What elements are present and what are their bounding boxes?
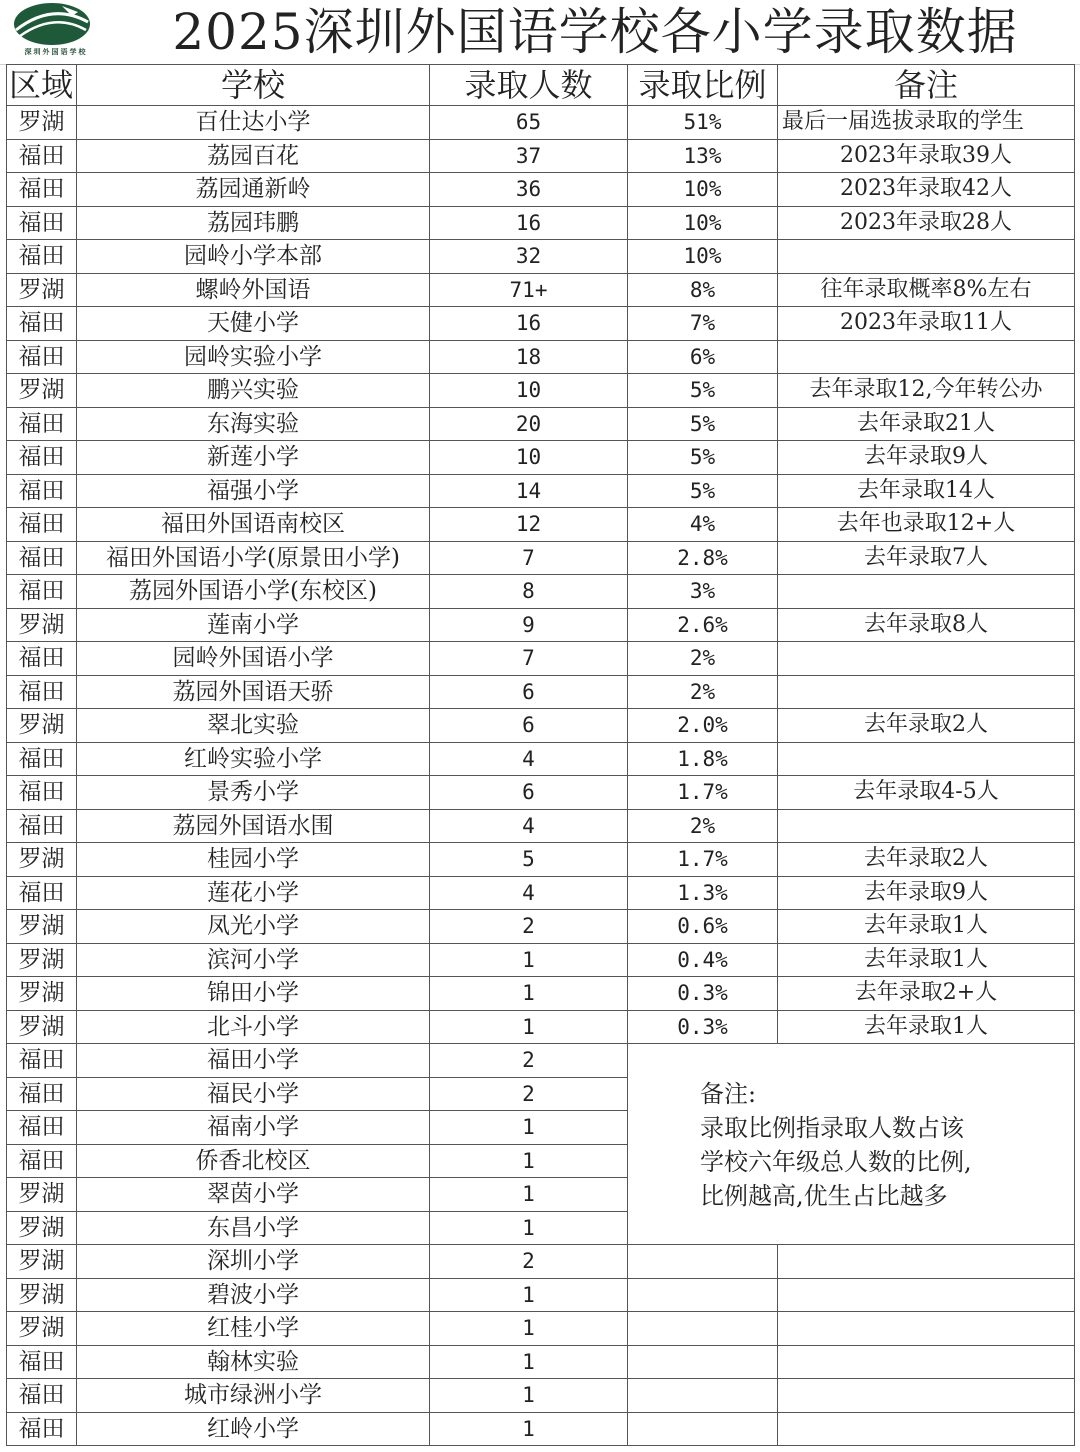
table-row [7, 642, 1075, 676]
cell-blank [628, 1044, 1075, 1078]
cell-ratio: 51% [628, 106, 778, 140]
cell-school: 福田小学 [77, 1044, 430, 1078]
cell-count: 36 [430, 173, 628, 207]
cell-school: 锦田小学 [77, 977, 430, 1011]
cell-school: 红岭实验小学 [77, 742, 430, 776]
cell-blank [778, 1345, 1075, 1379]
cell-note: 去年录取1人 [778, 910, 1075, 944]
cell-district: 罗湖 [7, 977, 77, 1011]
cell-district: 福田 [7, 1111, 77, 1145]
cell-ratio: 5% [628, 441, 778, 475]
footnote-line: 学校六年级总人数的比例, [700, 1148, 972, 1176]
cell-count: 12 [430, 508, 628, 542]
cell-district: 福田 [7, 776, 77, 810]
cell-note [778, 809, 1075, 843]
cell-district: 罗湖 [7, 1245, 77, 1279]
cell-district: 福田 [7, 1144, 77, 1178]
cell-note [778, 675, 1075, 709]
cell-district: 罗湖 [7, 374, 77, 408]
cell-note: 去年也录取12+人 [778, 508, 1075, 542]
cell-district: 罗湖 [7, 1010, 77, 1044]
cell-count: 4 [430, 809, 628, 843]
cell-count: 4 [430, 876, 628, 910]
cell-ratio: 10% [628, 240, 778, 274]
cell-school: 深圳小学 [77, 1245, 430, 1279]
cell-district: 罗湖 [7, 910, 77, 944]
cell-count: 18 [430, 340, 628, 374]
cell-count: 37 [430, 139, 628, 173]
cell-district: 福田 [7, 407, 77, 441]
cell-district: 福田 [7, 173, 77, 207]
cell-count: 2 [430, 1044, 628, 1078]
table-row [7, 474, 1075, 508]
cell-district: 罗湖 [7, 709, 77, 743]
table-row [7, 575, 1075, 609]
cell-school: 园岭小学本部 [77, 240, 430, 274]
table-row [7, 776, 1075, 810]
cell-note [778, 642, 1075, 676]
cell-ratio: 5% [628, 407, 778, 441]
table-row [7, 1345, 1075, 1379]
cell-school: 东海实验 [77, 407, 430, 441]
cell-note: 去年录取2+人 [778, 977, 1075, 1011]
cell-ratio: 4% [628, 508, 778, 542]
cell-district: 福田 [7, 876, 77, 910]
cell-blank [628, 1245, 778, 1279]
cell-count: 14 [430, 474, 628, 508]
cell-ratio: 2.6% [628, 608, 778, 642]
cell-ratio: 2% [628, 675, 778, 709]
cell-count: 16 [430, 206, 628, 240]
cell-ratio: 13% [628, 139, 778, 173]
cell-blank [628, 1312, 778, 1346]
cell-district: 福田 [7, 1345, 77, 1379]
table-row [7, 943, 1075, 977]
cell-blank [778, 1312, 1075, 1346]
cell-count: 8 [430, 575, 628, 609]
cell-count: 6 [430, 776, 628, 810]
table-row [7, 1312, 1075, 1346]
cell-count: 6 [430, 709, 628, 743]
cell-school: 莲花小学 [77, 876, 430, 910]
cell-count: 16 [430, 307, 628, 341]
cell-school: 园岭外国语小学 [77, 642, 430, 676]
cell-note: 去年录取2人 [778, 709, 1075, 743]
cell-school: 福强小学 [77, 474, 430, 508]
cell-count: 1 [430, 1178, 628, 1212]
table-header-row [7, 65, 1075, 106]
cell-count: 1 [430, 1211, 628, 1245]
cell-count: 2 [430, 910, 628, 944]
cell-count: 9 [430, 608, 628, 642]
cell-note: 去年录取8人 [778, 608, 1075, 642]
cell-school: 福南小学 [77, 1111, 430, 1145]
school-logo [8, 0, 96, 62]
column-header-note: 备注 [778, 65, 1075, 106]
table-row [7, 1245, 1075, 1279]
cell-district: 福田 [7, 307, 77, 341]
cell-district: 福田 [7, 1077, 77, 1111]
column-header-ratio: 录取比例 [628, 65, 778, 106]
cell-ratio: 5% [628, 474, 778, 508]
cell-ratio: 3% [628, 575, 778, 609]
column-header-school: 学校 [77, 65, 430, 106]
cell-note: 最后一届选拔录取的学生 [778, 106, 1075, 140]
cell-note: 去年录取12,今年转公办 [778, 374, 1075, 408]
cell-ratio: 8% [628, 273, 778, 307]
cell-school: 荔园通新岭 [77, 173, 430, 207]
cell-district: 福田 [7, 541, 77, 575]
table-row [7, 809, 1075, 843]
cell-ratio: 6% [628, 340, 778, 374]
cell-count: 6 [430, 675, 628, 709]
cell-school: 天健小学 [77, 307, 430, 341]
cell-ratio: 7% [628, 307, 778, 341]
cell-district: 罗湖 [7, 1211, 77, 1245]
table-row [7, 407, 1075, 441]
cell-note [778, 575, 1075, 609]
column-header-count: 录取人数 [430, 65, 628, 106]
cell-blank [778, 1245, 1075, 1279]
cell-ratio: 5% [628, 374, 778, 408]
cell-district: 罗湖 [7, 1178, 77, 1212]
cell-note: 去年录取7人 [778, 541, 1075, 575]
footnote-heading: 备注: [700, 1080, 757, 1108]
cell-district: 福田 [7, 809, 77, 843]
cell-district: 罗湖 [7, 106, 77, 140]
cell-ratio: 2.8% [628, 541, 778, 575]
cell-school: 景秀小学 [77, 776, 430, 810]
cell-ratio: 1.7% [628, 776, 778, 810]
cell-school: 荔园外国语小学(东校区) [77, 575, 430, 609]
cell-count: 7 [430, 541, 628, 575]
table-row [7, 876, 1075, 910]
page-title: 2025深圳外国语学校各小学录取数据 [172, 3, 1018, 61]
cell-district: 福田 [7, 1379, 77, 1413]
cell-count: 71+ [430, 273, 628, 307]
table-row [7, 173, 1075, 207]
table-row [7, 977, 1075, 1011]
cell-count: 1 [430, 1312, 628, 1346]
cell-note: 去年录取21人 [778, 407, 1075, 441]
table-row [7, 106, 1075, 140]
cell-school: 荔园玮鹏 [77, 206, 430, 240]
cell-school: 翰林实验 [77, 1345, 430, 1379]
table-row [7, 441, 1075, 475]
cell-ratio: 10% [628, 206, 778, 240]
cell-school: 北斗小学 [77, 1010, 430, 1044]
cell-note [778, 240, 1075, 274]
cell-note: 去年录取4-5人 [778, 776, 1075, 810]
cell-count: 1 [430, 1345, 628, 1379]
cell-ratio: 0.6% [628, 910, 778, 944]
cell-school: 莲南小学 [77, 608, 430, 642]
cell-blank [778, 1412, 1075, 1446]
cell-school: 新莲小学 [77, 441, 430, 475]
cell-ratio: 0.3% [628, 977, 778, 1011]
cell-count: 1 [430, 1111, 628, 1145]
cell-count: 10 [430, 441, 628, 475]
cell-count: 65 [430, 106, 628, 140]
cell-district: 福田 [7, 642, 77, 676]
cell-school: 凤光小学 [77, 910, 430, 944]
cell-ratio: 1.3% [628, 876, 778, 910]
cell-note: 2023年录取11人 [778, 307, 1075, 341]
cell-count: 2 [430, 1077, 628, 1111]
cell-blank [778, 1379, 1075, 1413]
cell-note: 去年录取9人 [778, 441, 1075, 475]
cell-note: 去年录取1人 [778, 1010, 1075, 1044]
cell-district: 福田 [7, 675, 77, 709]
table-row [7, 1010, 1075, 1044]
cell-school: 螺岭外国语 [77, 273, 430, 307]
table-row [7, 910, 1075, 944]
cell-district: 福田 [7, 206, 77, 240]
cell-district: 福田 [7, 340, 77, 374]
table-row [7, 742, 1075, 776]
cell-school: 福民小学 [77, 1077, 430, 1111]
cell-count: 10 [430, 374, 628, 408]
cell-count: 1 [430, 943, 628, 977]
cell-school: 荔园外国语天骄 [77, 675, 430, 709]
cell-district: 福田 [7, 441, 77, 475]
cell-count: 5 [430, 843, 628, 877]
table-row [7, 1379, 1075, 1413]
cell-district: 罗湖 [7, 1278, 77, 1312]
cell-blank [778, 1278, 1075, 1312]
table-row [7, 1278, 1075, 1312]
cell-district: 罗湖 [7, 608, 77, 642]
footnote-cell [628, 1077, 1075, 1245]
cell-ratio: 0.4% [628, 943, 778, 977]
table-row [7, 541, 1075, 575]
cell-note [778, 742, 1075, 776]
cell-school: 鹏兴实验 [77, 374, 430, 408]
table-row [7, 139, 1075, 173]
cell-ratio: 10% [628, 173, 778, 207]
sheet-header [0, 0, 1080, 65]
cell-district: 福田 [7, 1412, 77, 1446]
cell-count: 20 [430, 407, 628, 441]
table-row [7, 273, 1075, 307]
cell-school: 福田外国语小学(原景田小学) [77, 541, 430, 575]
cell-school: 滨河小学 [77, 943, 430, 977]
cell-school: 福田外国语南校区 [77, 508, 430, 542]
cell-note: 2023年录取42人 [778, 173, 1075, 207]
cell-count: 7 [430, 642, 628, 676]
cell-district: 福田 [7, 508, 77, 542]
cell-count: 1 [430, 977, 628, 1011]
footnote-line: 录取比例指录取人数占该 [700, 1114, 964, 1142]
table-body [7, 106, 1075, 1446]
footnote-line: 比例越高,优生占比越多 [700, 1182, 948, 1210]
table-row [7, 1412, 1075, 1446]
cell-school: 碧波小学 [77, 1278, 430, 1312]
cell-note: 2023年录取39人 [778, 139, 1075, 173]
cell-district: 罗湖 [7, 843, 77, 877]
cell-school: 翠茵小学 [77, 1178, 430, 1212]
cell-blank [628, 1379, 778, 1413]
admission-table [6, 64, 1075, 1446]
table-row [7, 1077, 1075, 1111]
cell-district: 福田 [7, 139, 77, 173]
cell-school: 东昌小学 [77, 1211, 430, 1245]
cell-ratio: 2.0% [628, 709, 778, 743]
cell-count: 1 [430, 1379, 628, 1413]
cell-district: 福田 [7, 240, 77, 274]
cell-district: 福田 [7, 1044, 77, 1078]
cell-count: 1 [430, 1144, 628, 1178]
cell-note: 2023年录取28人 [778, 206, 1075, 240]
cell-count: 1 [430, 1278, 628, 1312]
cell-district: 福田 [7, 474, 77, 508]
table-row [7, 307, 1075, 341]
cell-school: 园岭实验小学 [77, 340, 430, 374]
cell-district: 福田 [7, 575, 77, 609]
table-row [7, 508, 1075, 542]
table-row [7, 709, 1075, 743]
footnote [628, 1077, 1074, 1213]
cell-ratio: 0.3% [628, 1010, 778, 1044]
cell-note: 去年录取1人 [778, 943, 1075, 977]
cell-district: 罗湖 [7, 1312, 77, 1346]
school-logo-caption: 深圳外国语学校 [24, 47, 88, 56]
cell-note: 往年录取概率8%左右 [778, 273, 1075, 307]
cell-note: 去年录取9人 [778, 876, 1075, 910]
cell-school: 百仕达小学 [77, 106, 430, 140]
cell-district: 福田 [7, 742, 77, 776]
table-row [7, 608, 1075, 642]
table-row [7, 240, 1075, 274]
cell-school: 城市绿洲小学 [77, 1379, 430, 1413]
cell-school: 荔园百花 [77, 139, 430, 173]
table-row [7, 843, 1075, 877]
cell-school: 侨香北校区 [77, 1144, 430, 1178]
cell-school: 荔园外国语水围 [77, 809, 430, 843]
cell-note: 去年录取14人 [778, 474, 1075, 508]
cell-ratio: 2% [628, 642, 778, 676]
cell-district: 罗湖 [7, 943, 77, 977]
cell-school: 红桂小学 [77, 1312, 430, 1346]
cell-ratio: 1.7% [628, 843, 778, 877]
cell-note: 去年录取2人 [778, 843, 1075, 877]
school-emblem-icon [12, 0, 92, 46]
table-row [7, 340, 1075, 374]
cell-count: 1 [430, 1010, 628, 1044]
cell-school: 红岭小学 [77, 1412, 430, 1446]
cell-blank [628, 1278, 778, 1312]
cell-note [778, 340, 1075, 374]
table-row [7, 675, 1075, 709]
cell-blank [628, 1412, 778, 1446]
table-row [7, 206, 1075, 240]
cell-school: 翠北实验 [77, 709, 430, 743]
cell-school: 桂园小学 [77, 843, 430, 877]
cell-ratio: 1.8% [628, 742, 778, 776]
cell-count: 1 [430, 1412, 628, 1446]
column-header-district: 区域 [7, 65, 77, 106]
cell-district: 罗湖 [7, 273, 77, 307]
table-row [7, 374, 1075, 408]
cell-count: 2 [430, 1245, 628, 1279]
cell-ratio: 2% [628, 809, 778, 843]
cell-count: 32 [430, 240, 628, 274]
cell-count: 4 [430, 742, 628, 776]
table-row [7, 1044, 1075, 1078]
cell-blank [628, 1345, 778, 1379]
